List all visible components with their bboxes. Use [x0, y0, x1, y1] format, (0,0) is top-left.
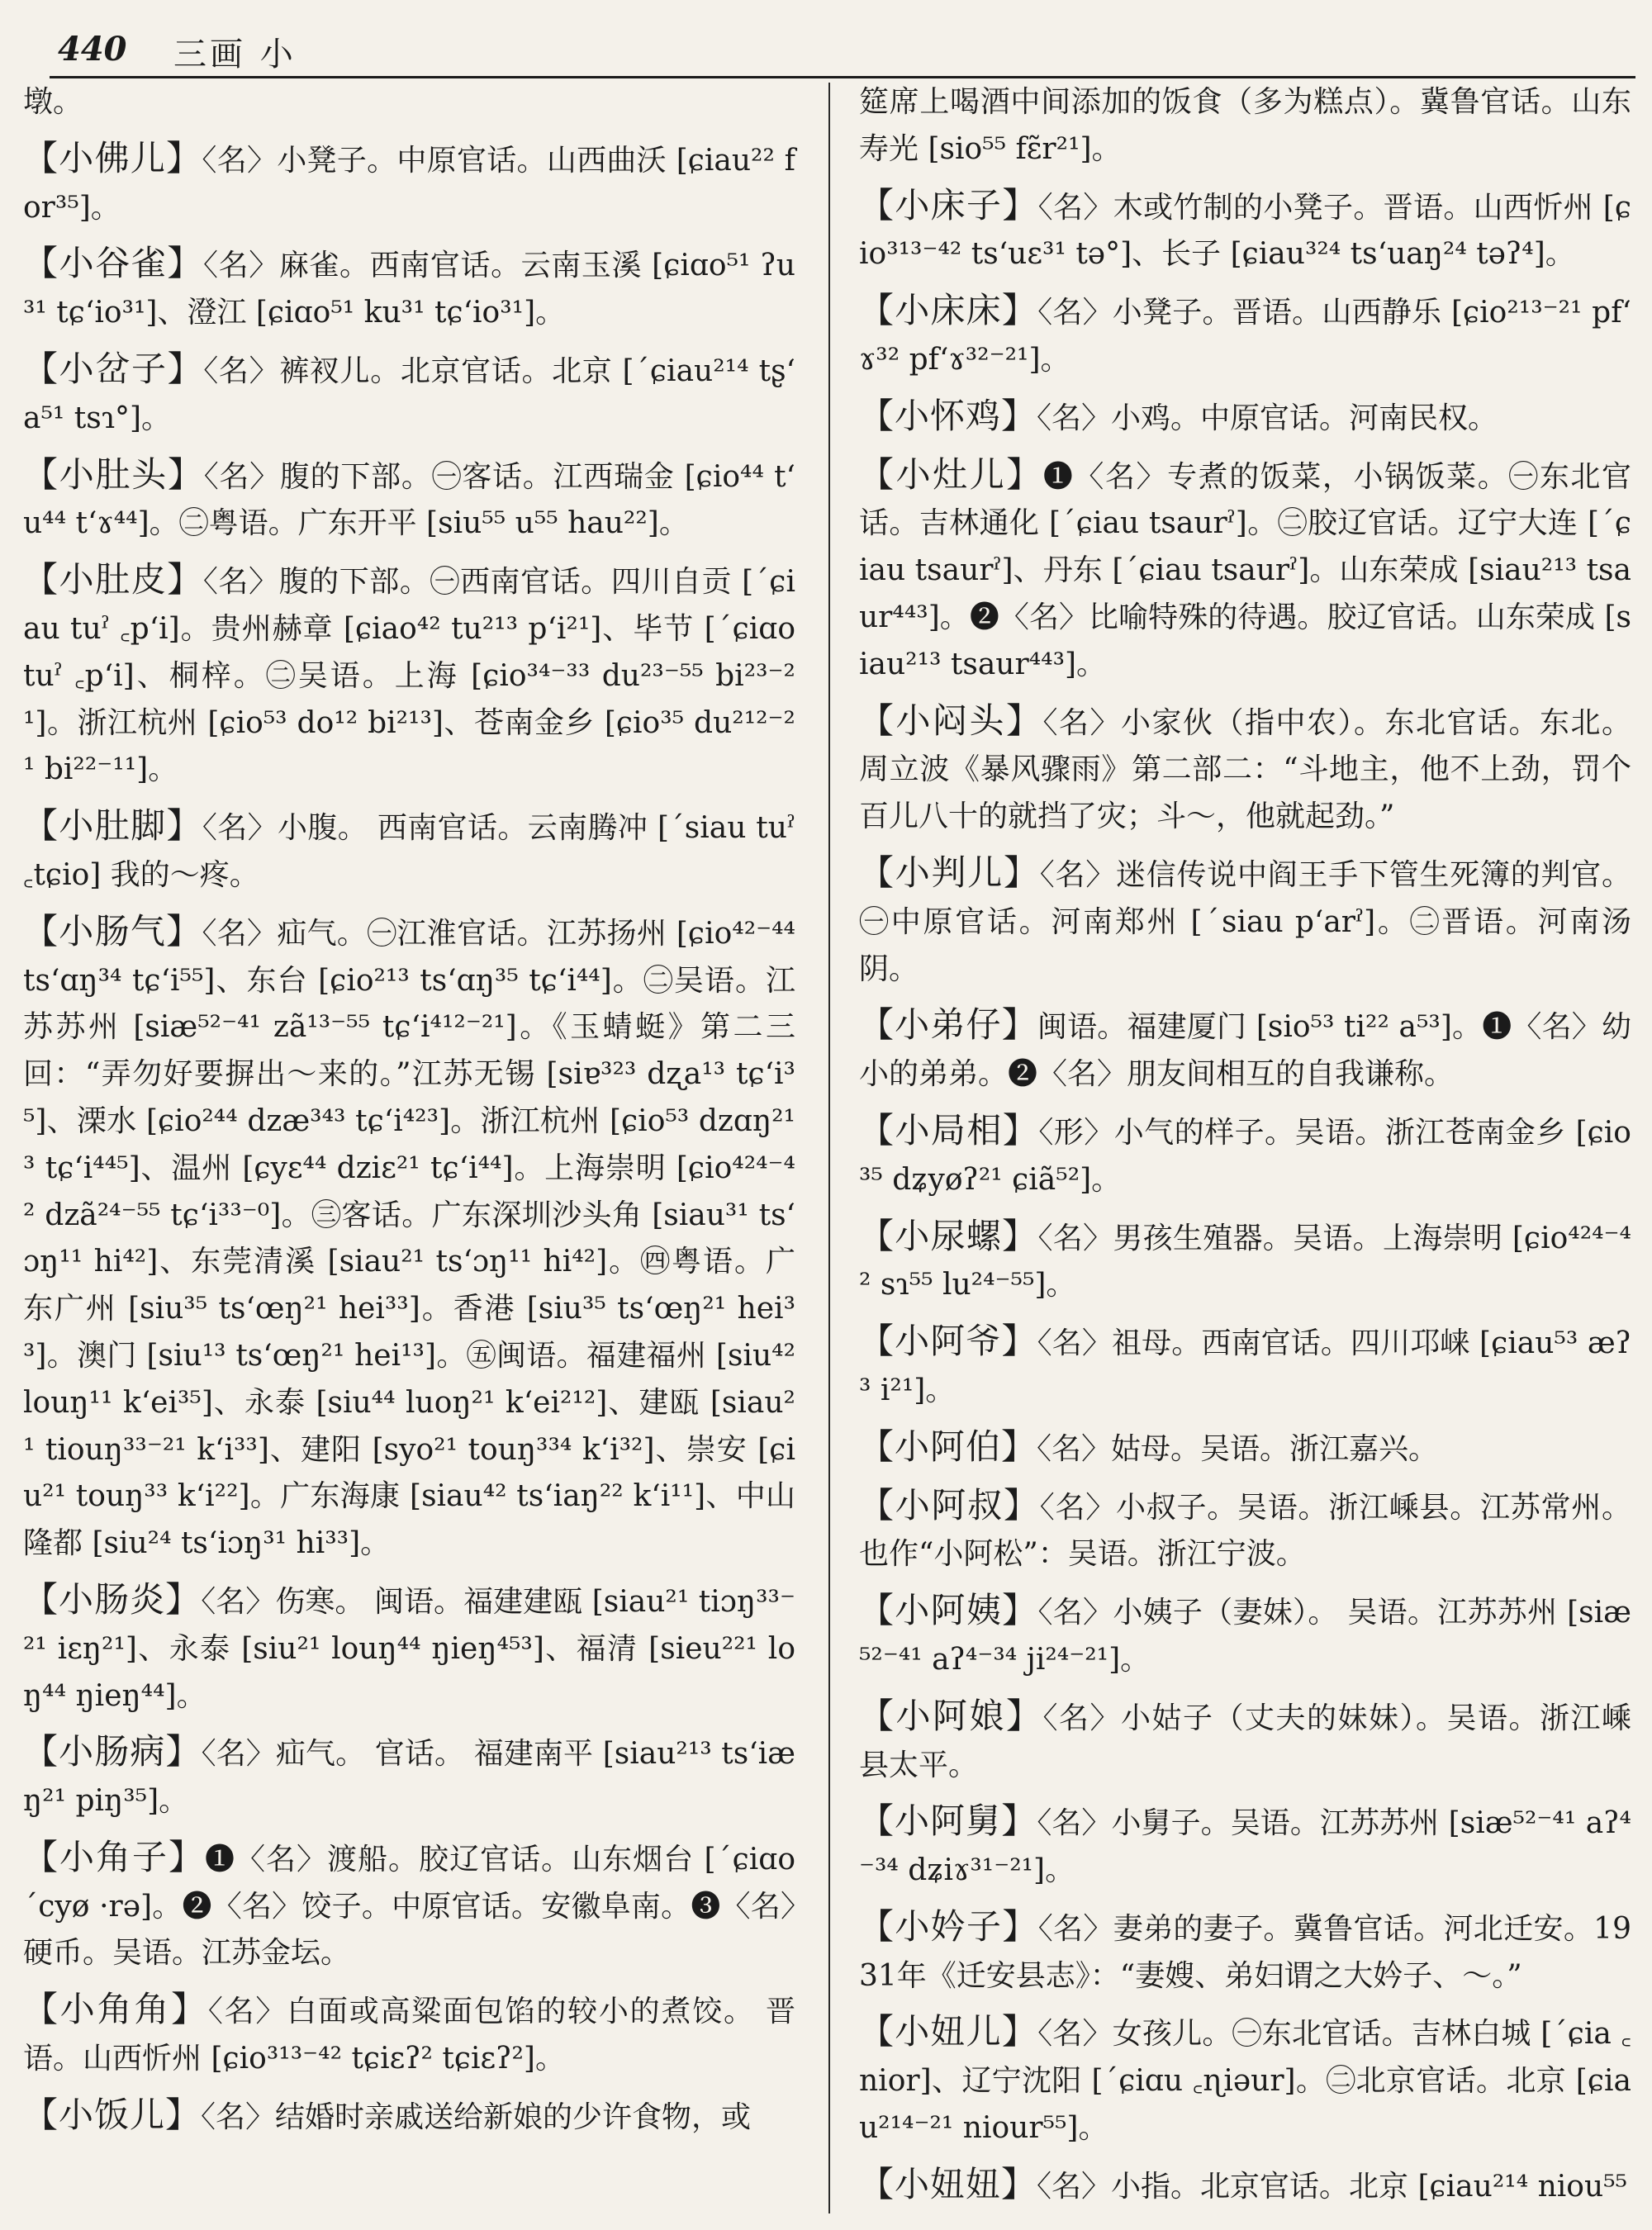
- entry-headword: 【小阿伯】: [859, 1426, 1037, 1467]
- entry: 【小床床】〈名〉小凳子。晋语。山西静乐 [ɕio²¹³⁻²¹ pfʻɤ³² pfʻɤ³²⁻²¹]。: [859, 290, 1631, 377]
- entry: 【小岔子】〈名〉裤衩儿。北京官话。北京 [ˊɕiau²¹⁴ tʂʻa⁵¹ tsɿ°]。: [23, 348, 795, 435]
- entry: 【小肠气】〈名〉疝气。㊀江淮官话。江苏扬州 [ɕio⁴²⁻⁴⁴ tsʻɑŋ³⁴ tɕʻi⁵⁵]、东台 [ɕio²¹³ tsʻɑŋ³⁵ tɕʻi⁴⁴]。㊁吴语。江苏苏州 [siæ⁵²⁻⁴¹ zã¹³⁻⁵⁵ tɕʻi⁴¹²⁻²¹]。《玉蜻蜓》第二三回：“弄勿好要摒出～来的。”江苏无锡 [siɐ³²³ dʐa¹³ tɕʻi³⁵]、溧水 [ɕio²⁴⁴ dzæ³⁴³ tɕʻi⁴²³]。浙江杭州 [ɕio⁵³ dzɑŋ²¹³ tɕʻi⁴⁴⁵]、温州 [ɕyɛ⁴⁴ dziɛ²¹ tɕʻi⁴⁴]。上海崇明 [ɕio⁴²⁴⁻⁴² dzã²⁴⁻⁵⁵ tɕʻi³³⁻⁰]。㊂客话。广东深圳沙头角 [siau³¹ tsʻɔŋ¹¹ hi⁴²]、东莞清溪 [siau²¹ tsʻɔŋ¹¹ hi⁴²]。㊃粤语。广东广州 [siu³⁵ tsʻœŋ²¹ hei³³]。香港 [siu³⁵ tsʻœŋ²¹ hei³³]。澳门 [siu¹³ tsʻœŋ²¹ hei¹³]。㊄闽语。福建福州 [siu⁴² louŋ¹¹ kʻei³⁵]、永泰 [siu⁴⁴ luoŋ²¹ kʻei²¹²]、建瓯 [siau²¹ tiouŋ³³⁻²¹ kʻi³³]、建阳 [syo²¹ touŋ³³⁴ kʻi³²]、崇安 [ɕiu²¹ touŋ³³ kʻi²²]。广东海康 [siau⁴² tsʻiaŋ²² kʻi¹¹]、中山隆都 [siu²⁴ tsʻiɔŋ³¹ hi³³]。: [23, 910, 795, 1561]
- entry-continuation: 墩。: [23, 85, 83, 119]
- entry-headword: 【小角子】: [23, 1836, 206, 1877]
- entry-headword: 【小肚头】: [23, 453, 204, 495]
- entry: 【小谷雀】〈名〉麻雀。西南官话。云南玉溪 [ɕiɑo⁵¹ ʔu³¹ tɕʻio³¹]、澄江 [ɕiɑo⁵¹ ku³¹ tɕʻio³¹]。: [23, 243, 795, 330]
- entry: 【小床子】〈名〉木或竹制的小凳子。晋语。山西忻州 [ɕio³¹³⁻⁴² tsʻuɛ³¹ tə°]、长子 [ɕiau³²⁴ tsʻuaŋ²⁴ təʔ⁴]。: [859, 184, 1631, 272]
- entry-headword: 【小阿叔】: [859, 1484, 1040, 1525]
- entry-headword: 【小弟仔】: [859, 1004, 1037, 1046]
- entry: 【小闷头】〈名〉小家伙（指中农）。东北官话。东北。周立波《暴风骤雨》第二部二：“斗地主，他不上劲，罚个百儿八十的就挡了灾；斗～，他就起劲。”: [859, 700, 1631, 834]
- entry-headword: 【小判儿】: [859, 852, 1040, 893]
- entry-headword: 【小角角】: [23, 1989, 208, 2030]
- right-column: [859, 79, 1631, 2220]
- entry-headword: 【小妞儿】: [859, 2011, 1038, 2052]
- entry: 【小肚头】〈名〉腹的下部。㊀客话。江西瑞金 [ɕio⁴⁴ tʻu⁴⁴ tʻɤ⁴⁴]。㊁粤语。广东开平 [siu⁵⁵ u⁵⁵ hau²²]。: [23, 453, 795, 541]
- entry: 【小局相】〈形〉小气的样子。吴语。浙江苍南金乡 [ɕio³⁵ dʑyøʔ²¹ ɕiã⁵²]。: [859, 1109, 1631, 1197]
- entry: 【小肠炎】〈名〉伤寒。 闽语。福建建瓯 [siau²¹ tiɔŋ³³⁻²¹ iɛŋ²¹]、永泰 [siu²¹ louŋ⁴⁴ ŋieŋ⁴⁵³]、福清 [sieu²²¹ loŋ⁴⁴ ŋieŋ⁴⁴]。: [23, 1578, 795, 1713]
- entry-headword: 【小床子】: [859, 184, 1038, 225]
- entry: 【小角子】❶〈名〉渡船。胶辽官话。山东烟台 [ˊɕiɑo ˊcyø ·rə]。❷〈名〉饺子。中原官话。安徽阜南。❸〈名〉硬币。吴语。江苏金坛。: [23, 1836, 795, 1971]
- entry: 【小饭儿】〈名〉结婚时亲戚送给新娘的少许食物，或: [23, 2094, 752, 2135]
- entry-headword: 【小饭儿】: [23, 2094, 202, 2135]
- entry: 【小弟仔】闽语。福建厦门 [sio⁵³ ti²² a⁵³]。❶〈名〉幼小的弟弟。❷〈名〉朋友间相互的自我谦称。: [859, 1004, 1631, 1092]
- page-number: 440: [58, 30, 127, 69]
- entry: 【小阿爷】〈名〉祖母。西南官话。四川邛崃 [ɕiau⁵³ æʔ³ i²¹]。: [859, 1321, 1631, 1407]
- left-column: [23, 79, 795, 2151]
- entry-headword: 【小局相】: [859, 1109, 1039, 1151]
- entry: 【小判儿】〈名〉迷信传说中阎王手下管生死簿的判官。㊀中原官话。河南郑州 [ˊsiau pʻarˀ]。㊁晋语。河南汤阴。: [859, 852, 1631, 986]
- entry-headword: 【小肚皮】: [23, 559, 203, 600]
- entry-headword: 【小怀鸡】: [859, 395, 1037, 436]
- entry: 【小阿娘】〈名〉小姑子（丈夫的妹妹）。吴语。浙江嵊县太平。: [859, 1695, 1631, 1782]
- entry: 【小角角】〈名〉白面或高粱面包馅的较小的煮饺。 晋语。山西忻州 [ɕio³¹³⁻⁴² tɕiɛʔ² tɕiɛʔ²]。: [23, 1989, 795, 2076]
- section-title: 三画 小: [173, 36, 297, 74]
- entry: 【小阿伯】〈名〉姑母。吴语。浙江嘉兴。: [859, 1426, 1439, 1467]
- entry-headword: 【小尿螺】: [859, 1215, 1038, 1256]
- entry: 【小肠病】〈名〉疝气。 官话。 福建南平 [siau²¹³ tsʻiæŋ²¹ piŋ³⁵]。: [23, 1731, 795, 1819]
- entry-headword: 【小阿舅】: [859, 1801, 1037, 1842]
- entry: 【小怀鸡】〈名〉小鸡。中原官话。河南民权。: [859, 395, 1498, 436]
- entry-headword: 【小阿姨】: [859, 1590, 1038, 1631]
- entry-headword: 【小闷头】: [859, 700, 1043, 741]
- entry: 【小佛儿】〈名〉小凳子。中原官话。山西曲沃 [ɕiau²² for³⁵]。: [23, 137, 795, 225]
- entry: 【小妞妞】〈名〉小指。北京官话。北京 [ɕiau²¹⁴ niou⁵⁵: [859, 2163, 1627, 2204]
- entry: 【小阿叔】〈名〉小叔子。吴语。浙江嵊县。江苏常州。也作“小阿松”：吴语。浙江宁波。: [859, 1484, 1631, 1572]
- entry: 【小妞儿】〈名〉女孩儿。㊀东北官话。吉林白城 [ˊɕia ꜀nior]、辽宁沈阳 [ˊɕiɑu ꜀ɳiəur]。㊁北京官话。北京 [ɕiau²¹⁴⁻²¹ niour⁵⁵]。: [859, 2011, 1631, 2146]
- column-divider: [828, 83, 830, 2213]
- entry-headword: 【小谷雀】: [23, 243, 204, 284]
- entry-headword: 【小妞妞】: [859, 2163, 1037, 2204]
- entry-headword: 【小灶儿】: [859, 453, 1043, 495]
- entry-headword: 【小阿爷】: [859, 1321, 1037, 1362]
- entry-headword: 【小肠炎】: [23, 1578, 202, 1620]
- entry: 【小肚脚】〈名〉小腹。 西南官话。云南腾冲 [ˊsiau tuˀ ꜀tɕio] 我的～疼。: [23, 805, 795, 892]
- entry-headword: 【小床床】: [859, 290, 1038, 331]
- header-rule: [50, 76, 1635, 78]
- entry: 【小肚皮】〈名〉腹的下部。㊀西南官话。四川自贡 [ˊɕiau tuˀ ꜀pʻi]。贵州赫章 [ɕiao⁴² tu²¹³ pʻi²¹]、毕节 [ˊɕiɑo tuˀ ꜀pʻi]、桐梓。㊁吴语。上海 [ɕio³⁴⁻³³ du²³⁻⁵⁵ bi²³⁻²¹]。浙江杭州 [ɕio⁵³ do¹² bi²¹³]、苍南金乡 [ɕio³⁵ du²¹²⁻²¹ bi²²⁻¹¹]。: [23, 559, 795, 787]
- entry: 【小尿螺】〈名〉男孩生殖器。吴语。上海崇明 [ɕio⁴²⁴⁻⁴² sɿ⁵⁵ lu²⁴⁻⁵⁵]。: [859, 1215, 1631, 1302]
- entry-headword: 【小岔子】: [23, 348, 204, 389]
- entry: 【小阿姨】〈名〉小姨子（妻妹）。 吴语。江苏苏州 [siæ⁵²⁻⁴¹ aʔ⁴⁻³⁴ ji²⁴⁻²¹]。: [859, 1590, 1631, 1677]
- entry-headword: 【小妗子】: [859, 1905, 1038, 1947]
- entry-headword: 【小肚脚】: [23, 805, 202, 847]
- entry-headword: 【小肠气】: [23, 910, 202, 951]
- entry-headword: 【小肠病】: [23, 1731, 202, 1772]
- page-header: [58, 12, 1627, 78]
- entry: 【小妗子】〈名〉妻弟的妻子。冀鲁官话。河北迁安。1931年《迁安县志》：“妻嫂、弟妇谓之大妗子、～。”: [859, 1905, 1631, 1993]
- entry-headword: 【小佛儿】: [23, 137, 202, 178]
- entry: 【小灶儿】❶〈名〉专煮的饭菜，小锅饭菜。㊀东北官话。吉林通化 [ˊɕiau tsaurˀ]。㊁胶辽官话。辽宁大连 [ˊɕiau tsaurˀ]、丹东 [ˊɕiau tsaurˀ]。山东荣成 [siau²¹³ tsaur⁴⁴³]。❷〈名〉比喻特殊的待遇。胶辽官话。山东荣成 [siau²¹³ tsaur⁴⁴³]。: [859, 453, 1631, 681]
- entry-headword: 【小阿娘】: [859, 1695, 1043, 1736]
- entry: 【小阿舅】〈名〉小舅子。吴语。江苏苏州 [siæ⁵²⁻⁴¹ aʔ⁴⁻³⁴ dʑiɤ³¹⁻²¹]。: [859, 1801, 1631, 1888]
- entry-continuation: 筵席上喝酒中间添加的饭食（多为糕点）。冀鲁官话。山东寿光 [sio⁵⁵ fɛ̃r²¹]。: [859, 85, 1631, 166]
